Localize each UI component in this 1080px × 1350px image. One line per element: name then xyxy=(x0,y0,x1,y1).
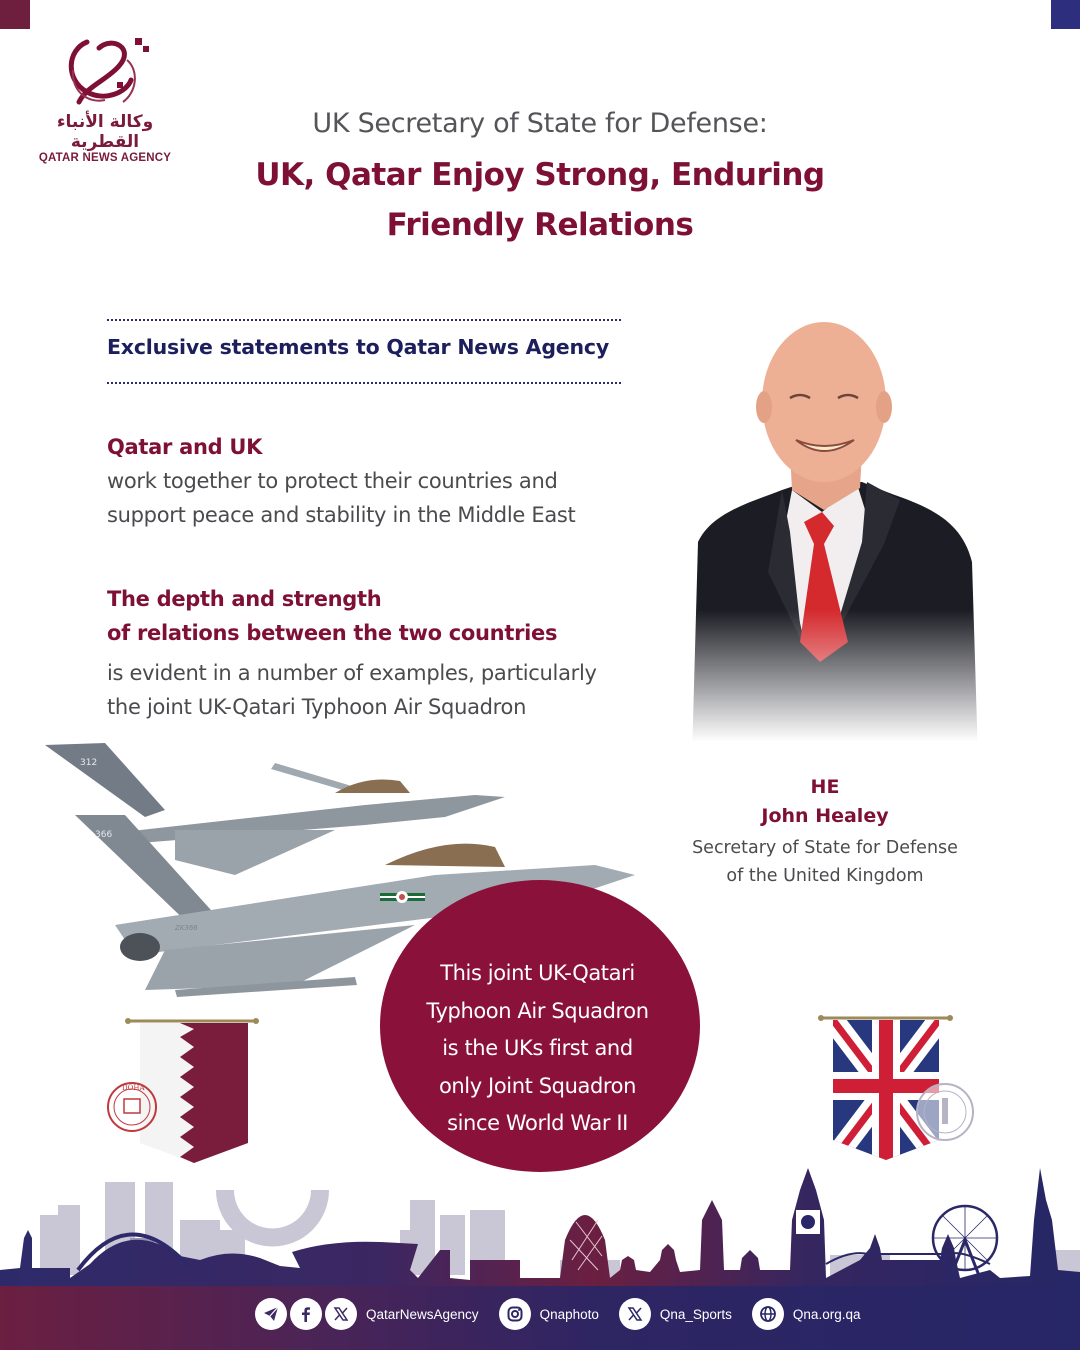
instagram-icon[interactable] xyxy=(499,1298,531,1330)
portrait-fade-overlay xyxy=(660,610,990,765)
statement-heading: The depth and strength xyxy=(107,587,382,611)
callout-line: Typhoon Air Squadron xyxy=(426,998,649,1023)
dotted-divider xyxy=(107,319,621,321)
qna-logo xyxy=(30,30,180,164)
logo-english-text: QATAR NEWS AGENCY xyxy=(38,152,172,164)
callout-text xyxy=(395,955,680,1143)
person-role-line: Secretary of State for Defense xyxy=(692,838,958,858)
statement-text: is evident in a number of examples, particularly xyxy=(107,661,597,685)
statement-text: the joint UK-Qatari Typhoon Air Squadron xyxy=(107,695,527,719)
jet-serial: ZK366 xyxy=(175,924,198,932)
x-icon[interactable] xyxy=(619,1298,651,1330)
callout-line: is the UKs first and xyxy=(442,1036,633,1060)
qatar-flag-banner xyxy=(98,1015,268,1165)
facebook-icon[interactable] xyxy=(290,1298,322,1330)
statement-point xyxy=(107,430,677,532)
logo-arabic-text: وكالة الأنباء القطرية xyxy=(56,112,154,152)
callout-line: only Joint Squadron xyxy=(438,1073,637,1098)
website-link[interactable]: Qna.org.qa xyxy=(792,1306,861,1322)
x-icon[interactable] xyxy=(325,1298,357,1330)
tail-number: 312 xyxy=(80,758,98,768)
exclusive-label: Exclusive statements to Qatar News Agency xyxy=(107,335,610,359)
globe-icon[interactable] xyxy=(752,1298,784,1330)
city-skyline xyxy=(0,1160,1080,1288)
headline-kicker: UK Secretary of State for Defense: xyxy=(312,108,768,139)
headline-title-line: Friendly Relations xyxy=(386,207,694,243)
callout-line: This joint UK-Qatari xyxy=(440,961,635,985)
qna-emblem-icon xyxy=(57,30,153,110)
corner-accent-maroon xyxy=(0,0,30,29)
person-caption xyxy=(660,772,990,890)
person-role-line: of the United Kingdom xyxy=(726,866,924,886)
headline-title xyxy=(200,150,880,250)
social-handle-main[interactable]: QatarNewsAgency xyxy=(366,1306,479,1322)
doha-stamp-text: DOHA xyxy=(122,1084,145,1092)
callout-line: since World War II xyxy=(447,1111,628,1135)
person-role xyxy=(660,834,990,890)
person-name: John Healey xyxy=(761,805,889,827)
telegram-icon[interactable] xyxy=(255,1298,287,1330)
statement-point xyxy=(107,582,677,724)
tail-number: 366 xyxy=(95,830,113,840)
dotted-divider xyxy=(107,382,621,384)
social-links xyxy=(255,1296,880,1332)
uk-flag-banner xyxy=(805,1012,980,1162)
statement-heading: Qatar and UK xyxy=(107,435,263,459)
social-handle-sports[interactable]: Qna_Sports xyxy=(659,1306,732,1322)
headline xyxy=(200,104,880,250)
statement-text: support peace and stability in the Middle East xyxy=(107,503,576,527)
statement-heading: of relations between the two countries xyxy=(107,621,558,645)
headline-title-line: UK, Qatar Enjoy Strong, Enduring xyxy=(255,157,825,193)
social-handle-photo[interactable]: Qnaphoto xyxy=(539,1306,599,1322)
corner-accent-navy xyxy=(1051,0,1080,29)
statement-text: work together to protect their countries and xyxy=(107,469,558,493)
person-honorific: HE xyxy=(810,776,840,798)
